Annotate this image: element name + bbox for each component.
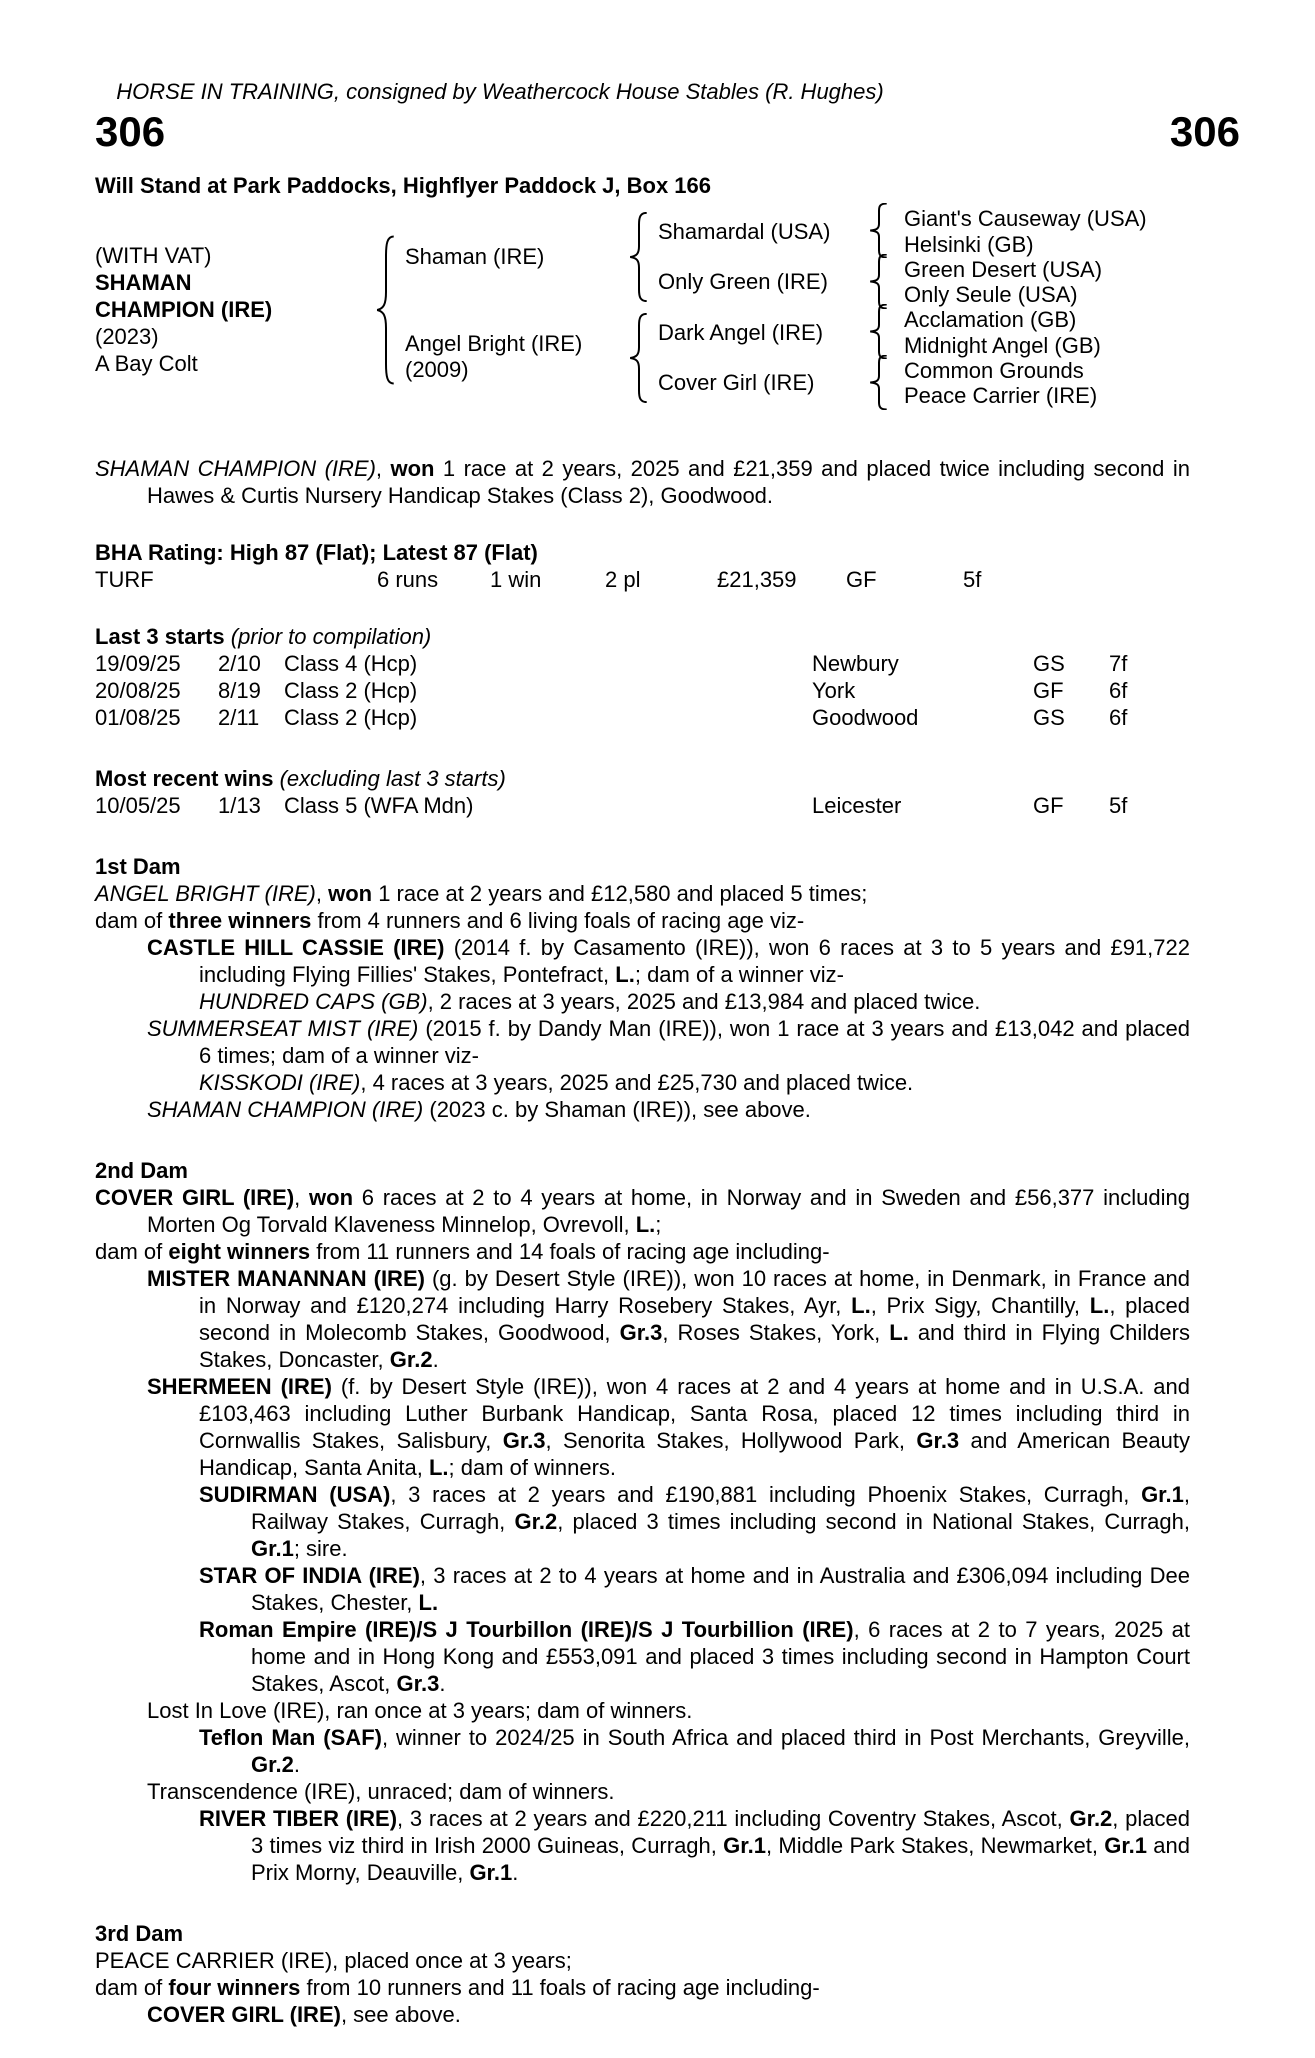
stat-wins: 1 win: [490, 567, 542, 592]
bha-rating-block: [95, 539, 1190, 593]
pedigree-paragraph: SUDIRMAN (USA), 3 races at 2 years and £190,881 including Phoenix Stakes, Curragh, Gr.1, Railway Stakes, Curragh, Gr.2, placed 3 times including second in National Stakes, Curragh, Gr.1; sire.: [199, 1482, 1190, 1561]
form-distance: 7f: [1109, 651, 1128, 676]
dam-dam-name: Cover Girl (IRE): [658, 370, 815, 395]
form-track: York: [812, 678, 856, 703]
vat-note: (WITH VAT): [95, 243, 212, 268]
form-date: 01/08/25: [95, 705, 181, 730]
stat-surface: TURF: [95, 567, 154, 592]
form-class: Class 2 (Hcp): [284, 678, 418, 703]
brace-main: [375, 235, 397, 385]
pedigree-paragraph: COVER GIRL (IRE), won 6 races at 2 to 4 years at home, in Norway and in Sweden and £56,377 including Morten Og Torvald Klaveness Minnelop, Ovrevoll, L.;: [95, 1185, 1190, 1237]
pedigree-paragraph: SHAMAN CHAMPION (IRE) (2023 c. by Shaman (IRE)), see above.: [147, 1097, 811, 1122]
ggp-name: Giant's Causeway (USA): [904, 206, 1147, 231]
third-dam-heading: 3rd Dam: [95, 1921, 184, 1946]
pedigree-paragraph: SHERMEEN (IRE) (f. by Desert Style (IRE)), won 4 races at 2 and 4 years at home and in U.S.A. and £103,463 including Luther Burbank Handicap, Santa Rosa, placed 12 times including third in Cornwallis Stakes, Salisbury, Gr.3, Senorita Stakes, Hollywood Park, Gr.3 and American Beauty Handicap, Santa Anita, L.; dam of winners.: [147, 1374, 1191, 1480]
ggp-name: Only Seule (USA): [904, 282, 1078, 307]
lot-number-left: 306: [95, 108, 166, 155]
form-row: [95, 792, 1190, 819]
dam-year: (2009): [405, 357, 469, 382]
turf-stats-row: [95, 566, 1190, 593]
dam-sire-name: Dark Angel (IRE): [658, 320, 824, 345]
form-going: GS: [1033, 651, 1065, 676]
form-class: Class 5 (WFA Mdn): [284, 793, 474, 818]
ggp-name: Helsinki (GB): [904, 232, 1034, 257]
pedigree-paragraph: Roman Empire (IRE)/S J Tourbillon (IRE)/S J Tourbillion (IRE), 6 races at 2 to 7 years, 2025 at home and in Hong Kong and £553,091 and placed 3 times including second in Hampton Court Stakes, Ascot, Gr.3.: [199, 1617, 1190, 1696]
horse-foaling-year: (2023): [95, 324, 159, 349]
pedigree-paragraph: PEACE CARRIER (IRE), placed once at 3 years;: [95, 1948, 572, 1973]
stat-earnings: £21,359: [717, 567, 797, 592]
form-track: Leicester: [812, 793, 902, 818]
consignor-line: HORSE IN TRAINING, consigned by Weathercock House Stables (R. Hughes): [116, 79, 884, 104]
form-position: 1/13: [218, 793, 261, 818]
form-date: 19/09/25: [95, 651, 181, 676]
pedigree-paragraph: COVER GIRL (IRE), see above.: [147, 2002, 461, 2027]
stat-distance: 5f: [963, 567, 982, 592]
stat-going: GF: [846, 567, 877, 592]
most-recent-wins-heading: Most recent wins (excluding last 3 starts): [95, 766, 506, 791]
sire-name: Shaman (IRE): [405, 244, 545, 269]
pedigree-tree: [95, 200, 1195, 415]
form-row: [95, 650, 1190, 677]
form-position: 2/11: [218, 705, 260, 730]
form-class: Class 2 (Hcp): [284, 705, 418, 730]
pedigree-paragraph: STAR OF INDIA (IRE), 3 races at 2 to 4 years at home and in Australia and £306,094 including Dee Stakes, Chester, L.: [199, 1563, 1190, 1615]
pedigree-paragraph: Transcendence (IRE), unraced; dam of winners.: [147, 1779, 615, 1804]
brace-sire: [628, 212, 650, 302]
ggp-name: Midnight Angel (GB): [904, 333, 1101, 358]
pedigree-paragraph: CASTLE HILL CASSIE (IRE) (2014 f. by Casamento (IRE)), won 6 races at 3 to 5 years and £91,722 including Flying Fillies' Stakes, Pontefract, L.; dam of a winner viz-: [147, 935, 1190, 987]
stat-places: 2 pl: [605, 567, 641, 592]
sire-sire-name: Shamardal (USA): [658, 219, 831, 244]
form-position: 2/10: [218, 651, 261, 676]
first-dam-heading: 1st Dam: [95, 854, 181, 879]
pedigree-paragraph: KISSKODI (IRE), 4 races at 3 years, 2025 and £25,730 and placed twice.: [199, 1070, 914, 1095]
most-recent-wins-block: [95, 765, 1190, 819]
pedigree-paragraph: Lost In Love (IRE), ran once at 3 years; dam of winners.: [147, 1698, 693, 1723]
last-3-starts-heading: Last 3 starts (prior to compilation): [95, 624, 432, 649]
pedigree-paragraph: ANGEL BRIGHT (IRE), won 1 race at 2 years and £12,580 and placed 5 times;: [95, 881, 868, 906]
brace-gg2: [868, 254, 890, 309]
lot-number-right: 306: [1169, 108, 1240, 155]
brace-gg1: [868, 203, 890, 258]
form-track: Goodwood: [812, 705, 919, 730]
pedigree-paragraph: SUMMERSEAT MIST (IRE) (2015 f. by Dandy Man (IRE)), won 1 race at 3 years and £13,042 and placed 6 times; dam of a winner viz-: [147, 1016, 1190, 1068]
ggp-name: Green Desert (USA): [904, 257, 1103, 282]
last-3-starts-block: [95, 623, 1190, 731]
dam-name: Angel Bright (IRE): [405, 331, 583, 356]
pedigree-paragraph: dam of three winners from 4 runners and 6 living foals of racing age viz-: [95, 908, 805, 933]
third-dam-section: [95, 1920, 1190, 2028]
form-row: [95, 677, 1190, 704]
horse-name-line1: SHAMAN: [95, 270, 192, 295]
form-class: Class 4 (Hcp): [284, 651, 418, 676]
second-dam-section: [95, 1157, 1190, 1886]
form-position: 8/19: [218, 678, 261, 703]
brace-gg4: [868, 355, 890, 410]
pedigree-paragraph: dam of four winners from 10 runners and 11 foals of racing age including-: [95, 1975, 820, 2000]
catalogue-body: [95, 455, 1190, 2058]
form-distance: 5f: [1109, 793, 1128, 818]
horse-description: A Bay Colt: [95, 351, 198, 376]
form-going: GF: [1033, 793, 1064, 818]
form-row: [95, 704, 1190, 731]
brace-dam: [628, 313, 650, 403]
form-distance: 6f: [1109, 705, 1128, 730]
ggp-name: Common Grounds: [904, 358, 1084, 383]
ggp-name: Peace Carrier (IRE): [904, 383, 1098, 408]
form-distance: 6f: [1109, 678, 1128, 703]
brace-gg3: [868, 304, 890, 359]
stand-location-line: Will Stand at Park Paddocks, Highflyer Paddock J, Box 166: [95, 173, 711, 198]
horse-name-line2: CHAMPION (IRE): [95, 297, 273, 322]
sire-dam-name: Only Green (IRE): [658, 269, 828, 294]
form-track: Newbury: [812, 651, 899, 676]
form-date: 10/05/25: [95, 793, 181, 818]
pedigree-paragraph: MISTER MANANNAN (IRE) (g. by Desert Style (IRE)), won 10 races at home, in Denmark, in France and in Norway and £120,274 including Harry Rosebery Stakes, Ayr, L., Prix Sigy, Chantilly, L., placed second in Molecomb Stakes, Goodwood, Gr.3, Roses Stakes, York, L. and third in Flying Childers Stakes, Doncaster, Gr.2.: [147, 1266, 1191, 1372]
ggp-name: Acclamation (GB): [904, 307, 1077, 332]
pedigree-paragraph: dam of eight winners from 11 runners and 14 foals of racing age including-: [95, 1239, 830, 1264]
pedigree-paragraph: RIVER TIBER (IRE), 3 races at 2 years and £220,211 including Coventry Stakes, Ascot, Gr.2, placed 3 times viz third in Irish 2000 Guineas, Curragh, Gr.1, Middle Park Stakes, Newmarket, Gr.1 and Prix Morny, Deauville, Gr.1.: [199, 1806, 1191, 1885]
stat-runs: 6 runs: [377, 567, 439, 592]
pedigree-paragraph: HUNDRED CAPS (GB), 2 races at 3 years, 2025 and £13,984 and placed twice.: [199, 989, 981, 1014]
race-summary-paragraph: SHAMAN CHAMPION (IRE), won 1 race at 2 years, 2025 and £21,359 and placed twice including second in Hawes & Curtis Nursery Handicap Stakes (Class 2), Goodwood.: [95, 456, 1190, 508]
form-date: 20/08/25: [95, 678, 181, 703]
pedigree-paragraph: Teflon Man (SAF), winner to 2024/25 in South Africa and placed third in Post Merchants, Greyville, Gr.2.: [199, 1725, 1190, 1777]
race-summary: [95, 455, 1190, 509]
second-dam-heading: 2nd Dam: [95, 1158, 188, 1183]
form-going: GF: [1033, 678, 1064, 703]
first-dam-section: [95, 853, 1190, 1123]
bha-rating-line: BHA Rating: High 87 (Flat); Latest 87 (Flat): [95, 540, 538, 565]
form-going: GS: [1033, 705, 1065, 730]
